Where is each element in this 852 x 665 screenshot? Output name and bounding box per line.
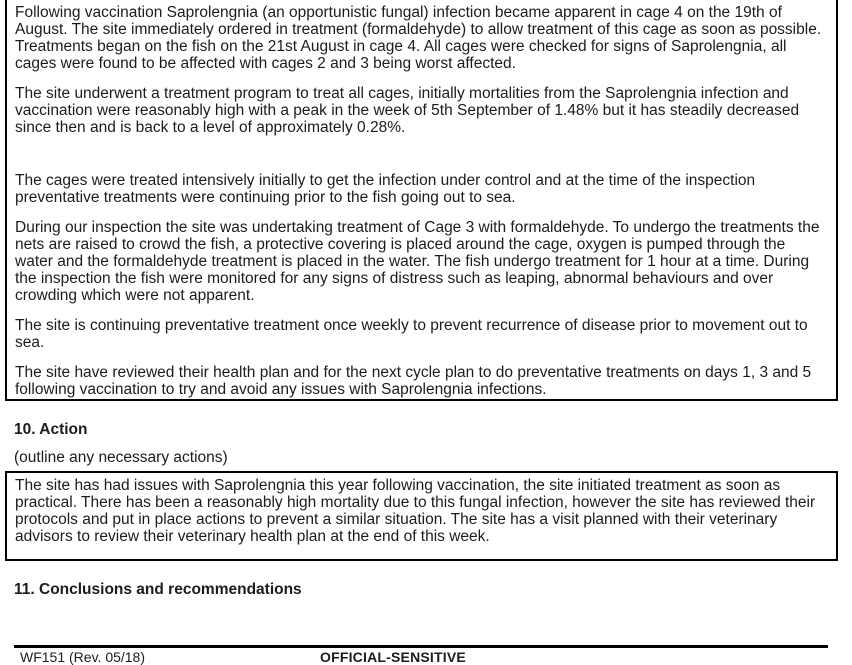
blank-line bbox=[15, 149, 826, 159]
findings-paragraph-1: Following vaccination Saprolengnia (an opportunistic fungal) infection became apparent in cage 4 on the 19th of August. The site immediately ordered in treatment (formaldehyde) to allow treatment of this cage as soon as possible. Treatments began on the fish on the 21st August in cage 4. All cages were checked for signs of Saprolengnia, all cages were found to be affected with cages 2 and 3 being worst affected. bbox=[15, 4, 822, 72]
footer-divider bbox=[14, 645, 828, 648]
action-hint: (outline any necessary actions) bbox=[14, 449, 228, 466]
findings-paragraph-2: The site underwent a treatment program to treat all cages, initially mortalities from the Saprolengnia infection and vaccination were reasonably high with a peak in the week of 5th September of 1.48% but it has steadily decreased since then and is back to a level of approximately 0.28%. bbox=[15, 85, 800, 136]
classification-marking: OFFICIAL-SENSITIVE bbox=[320, 649, 466, 665]
action-box bbox=[5, 471, 838, 561]
findings-paragraph-4: During our inspection the site was undertaking treatment of Cage 3 with formaldehyde. To undergo the treatments the nets are raised to crowd the fish, a protective covering is placed around the cage, oxygen is pumped through the water and the formaldehyde treatment is placed in the water. The fish undergo treatment for 1 hour at a time. During the inspection the fish were monitored for any signs of distress such as leaping, abnormal behaviours and over crowding which were not apparent. bbox=[15, 219, 820, 304]
findings-paragraph-5: The site is continuing preventative treatment once weekly to prevent recurrence of disease prior to movement out to sea. bbox=[15, 317, 808, 351]
section-11-conclusions-heading: 11. Conclusions and recommendations bbox=[14, 581, 302, 598]
section-10-action-heading: 10. Action bbox=[14, 421, 88, 438]
findings-paragraph-3: The cages were treated intensively initially to get the infection under control and at the time of the inspection preventative treatments were continuing prior to the fish going out to sea. bbox=[15, 172, 756, 206]
findings-paragraph-6: The site have reviewed their health plan and for the next cycle plan to do preventative treatments on days 1, 3 and 5 following vaccination to try and avoid any issues with Saprolengnia infections. bbox=[15, 364, 812, 398]
form-reference: WF151 (Rev. 05/18) bbox=[20, 649, 146, 665]
action-paragraph: The site has had issues with Saprolengnia this year following vaccination, the site initiated treatment as soon as practical. There has been a reasonably high mortality due to this fungal infection, however the site has reviewed their protocols and put in place actions to prevent a similar situation. The site has a visit planned with their veterinary advisors to review their veterinary health plan at the end of this week. bbox=[15, 477, 816, 545]
section-9-findings-box bbox=[5, 0, 838, 401]
